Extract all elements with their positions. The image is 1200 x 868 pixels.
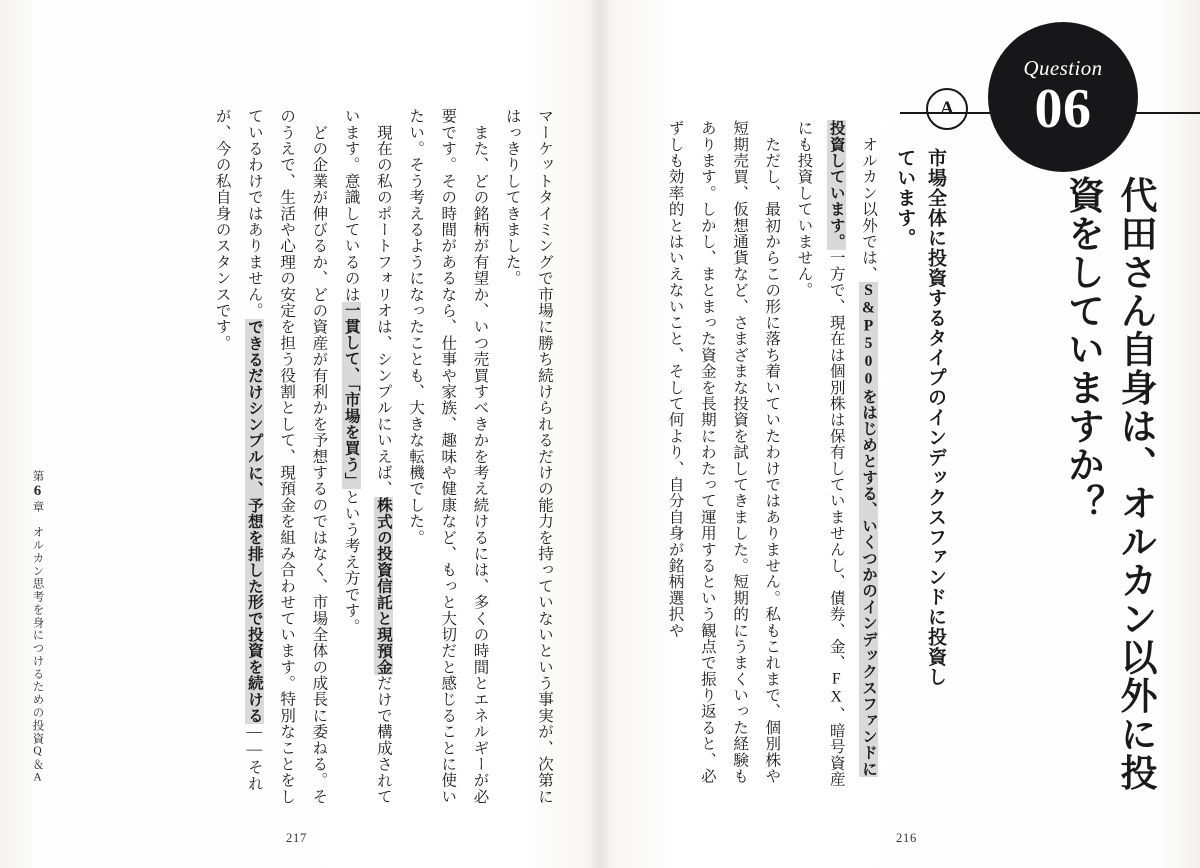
highlight-investing: に投資しています。 — [827, 120, 877, 777]
highlight-buy-market: 「市場を買う」 — [342, 383, 360, 490]
question-label: Question — [1023, 55, 1103, 80]
right-page-body — [624, 120, 884, 792]
running-head-chapter-prefix: 第 — [31, 470, 44, 483]
question-title: 代田さん自身は、オルカン以外に投資をしていますか？ — [1061, 176, 1155, 792]
folio-left: 217 — [286, 831, 307, 845]
running-head-chapter-number: 6 — [29, 482, 46, 501]
folio-right: 216 — [896, 831, 917, 845]
highlight-simple: できるだけシンプルに、予想を排した — [245, 318, 263, 594]
left-page-body — [140, 108, 560, 808]
running-head-chapter-suffix: 章 — [31, 500, 44, 514]
question-number: 06 — [1034, 77, 1092, 140]
question-badge — [988, 22, 1138, 172]
right-body-paragraph-1: オルカン以外では、S&P500をはじめとする、いくつかのインデックスファンドに投資しています。一方で、現在は個別株は保有していませんし、債券、金、FX、暗号資産にも投資していません。 ただし、最初からこの形に落ち着いていたわけではありません。私もこれまで、個別株や短期売買、仮想通貨など、さまざまな投資を試してきました。短期的にうまくいった経験もあります。しかし、まとまった資金を長期にわたって運用するという観点で振り返ると、必ずしも効率的とはいえないこと、そして何より、自分自身が銘柄選択や — [666, 120, 877, 788]
running-head-chapter-title: オルカン思考を身につけるための投資Q＆A — [31, 526, 44, 785]
highlight-consistently: 一貫して、 — [342, 302, 360, 384]
answer-mark: A — [926, 88, 968, 130]
highlight-portfolio: 株式の投資信託と現預金 — [374, 496, 392, 675]
answer-lead: 市場全体に投資するタイプのインデックスファンドに投資しています。 — [894, 148, 946, 687]
highlight-continue-investing: 形で投資を続ける — [245, 593, 263, 724]
running-head — [26, 470, 49, 810]
highlight-sp500: S&P500をはじめとする、いくつかのインデックスファンド — [860, 281, 877, 761]
left-body-text: マーケットタイミングで市場に勝ち続けられるだけの能力を持っていないという事実が、次第にはっきりしてきました。 また、どの銘柄が有望か、いつ売買すべきかを考え続けるには、多くの時間とエネルギーが必要です。その時間があるなら、仕事や家族、趣味や健康など、もっと大切だと感じることに使いたい。そう考えるようになったことも、大きな転機でした。 現在の私のポートフォリオは、シンプルにいえば、株式の投資信託と現預金だけで構成されています。意識しているのは一貫して、「市場を買う」という考え方です。 どの企業が伸びるか、どの資産が有利かを予想するのではなく、市場全体の成長に委ねる。そのうえで、生活や心理の安定を担う役割として、現預金を組み合わせています。特別なことをしているわけではありません。できるだけシンプルに、予想を排した形で投資を続ける——それが、今の私自身のスタンスです。 — [213, 108, 553, 805]
